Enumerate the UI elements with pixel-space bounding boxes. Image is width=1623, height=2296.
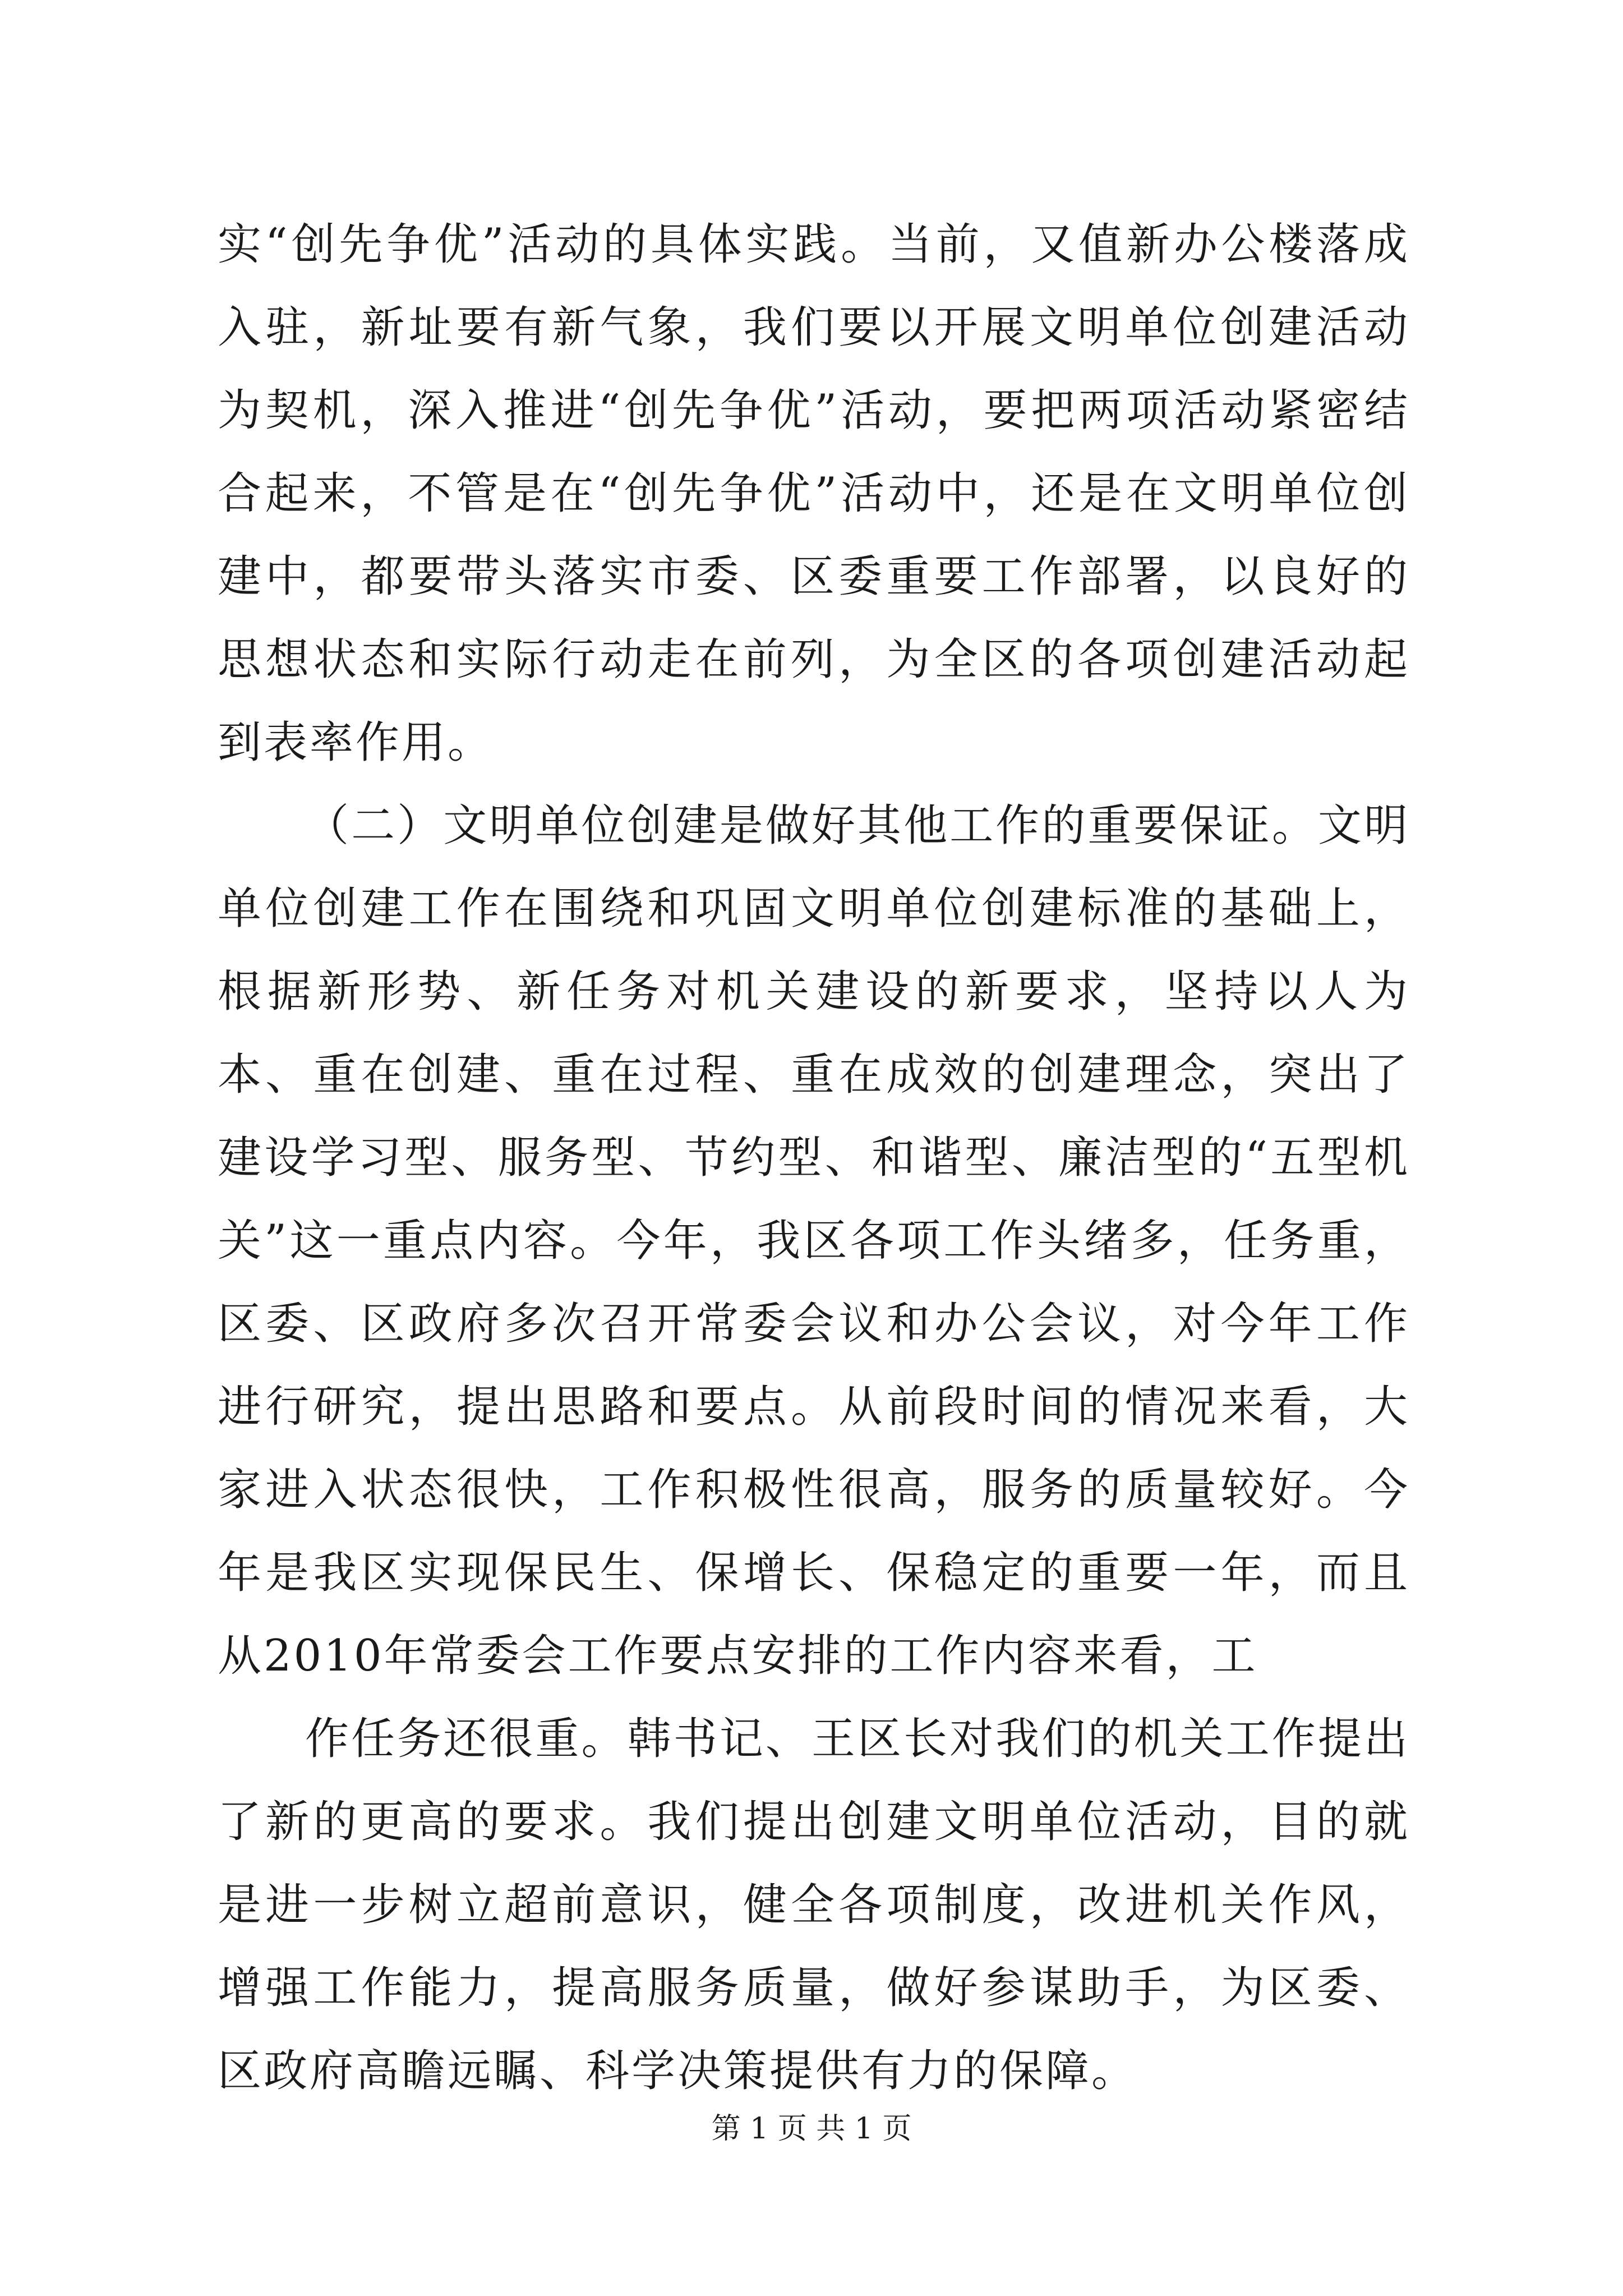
paragraph-section-two: （二）文明单位创建是做好其他工作的重要保证。文明单位创建工作在围绕和巩固文明单位创建标准的基础上，根据新形势、新任务对机关建设的新要求，坚持以人为本、重在创建、重在过程、重在成效的创建理念，突出了建设学习型、服务型、节约型、和谐型、廉洁型的“五型机关”这一重点内容。今年，我区各项工作头绪多，任务重，区委、区政府多次召开常委会议和办公会议，对今年工作进行研究，提出思路和要点。从前段时间的情况来看，大家进入状态很快，工作积极性很高，服务的质量较好。今年是我区实现保民生、保增长、保稳定的重要一年，而且从2010年常委会工作要点安排的工作内容来看，工 bbox=[218, 800, 1410, 1681]
document-body bbox=[218, 203, 1410, 2113]
paragraph-closing: 作任务还很重。韩书记、王区长对我们的机关工作提出了新的更高的要求。我们提出创建文明单位活动，目的就是进一步树立超前意识，健全各项制度，改进机关作风，增强工作能力，提高服务质量，做好参谋助手，为区委、区政府高瞻远瞩、科学决策提供有力的保障。 bbox=[218, 1714, 1410, 2096]
paragraph-continuation: 实“创先争优”活动的具体实践。当前，又值新办公楼落成入驻，新址要有新气象，我们要以开展文明单位创建活动为契机，深入推进“创先争优”活动，要把两项活动紧密结合起来，不管是在“创先争优”活动中，还是在文明单位创建中，都要带头落实市委、区委重要工作部署，以良好的思想状态和实际行动走在前列，为全区的各项创建活动起到表率作用。 bbox=[218, 219, 1410, 768]
page-number-label: 第 1 页 共 1 页 bbox=[711, 2112, 912, 2146]
page-footer bbox=[0, 2109, 1623, 2148]
